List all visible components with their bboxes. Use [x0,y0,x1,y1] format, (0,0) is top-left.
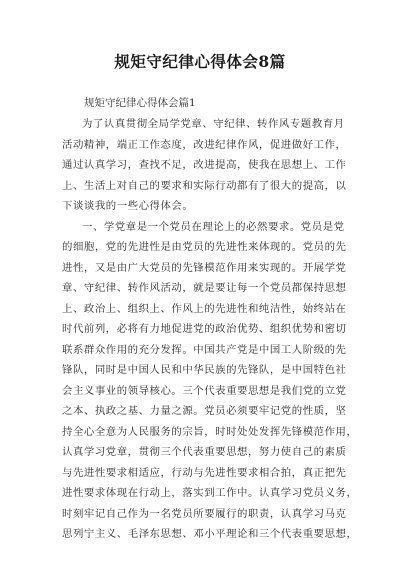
paragraph-line: 时代前列，必将有力地促进党的政治优势、组织优势和密切 [62,323,347,335]
paragraph-line: 思列宁主义、毛泽东思想、邓小平理论和三个代表重要思想， [62,528,358,540]
paragraph-line: 上、生活上对自己的要求和实际行动都有了很大的提高，以 [62,180,347,192]
paragraph-line: 上、政治上、组织上、作风上的先进性和纯洁性，始终站在 [62,303,347,315]
paragraph-line: 为了认真贯彻全局学党章、守纪律、转作风专题教育月 [82,118,345,130]
section-heading: 规矩守纪律心得体会篇1 [84,97,196,109]
paragraph-line: 持全心全意为人民服务的宗旨，时时处处发挥先锋模范作用， [62,426,358,438]
paragraph-line: 之本、执政之基、力量之源。党员必须要牢记党的性质，坚 [62,405,347,417]
paragraph-line: 通过认真学习，查找不足，改进提高，使我在思想上、工作 [62,159,347,171]
paragraph-line: 与先进性要求相适应，行动与先进性要求相合拍，真正把先 [62,467,347,479]
paragraph-line: 下谈谈我的一些心得体会。 [62,200,194,212]
paragraph-line: 章、守纪律、转作风活动，就是要让每一个党员都保持思想 [62,282,347,294]
paragraph-line: 进性要求体现在行动上，落实到工作中。认真学习党员义务， [62,487,358,499]
paragraph-line: 联系群众作用的充分发挥。中国共产党是中国工人阶级的先 [62,344,347,356]
paragraph-line: 认真学习党章，贯彻三个代表重要思想，努力使自己的素质 [62,446,347,458]
document-title: 规矩守纪律心得体会8篇 [114,52,286,71]
paragraph-line: 会主义事业的领导核心。三个代表重要思想是我们党的立党 [62,385,347,397]
paragraph-line: 活动精神，端正工作态度，改进纪律作风，促进做好工作， [62,139,347,151]
paragraph-line: 时刻牢记自己作为一名党员所要履行的职责，认真学习马克 [62,508,347,520]
paragraph-line: 进性，又是由广大党员的先锋模范作用来实现的。开展学党 [62,262,347,274]
paragraph-line: 一、学党章是一个党员在理论上的必然要求。党员是党 [82,221,345,233]
paragraph-line: 锋队，同时是中国人民和中华民族的先锋队，是中国特色社 [62,364,347,376]
paragraph-line: 的细胞，党的先进性是由党员的先进性来体现的。党员的先 [62,241,347,253]
